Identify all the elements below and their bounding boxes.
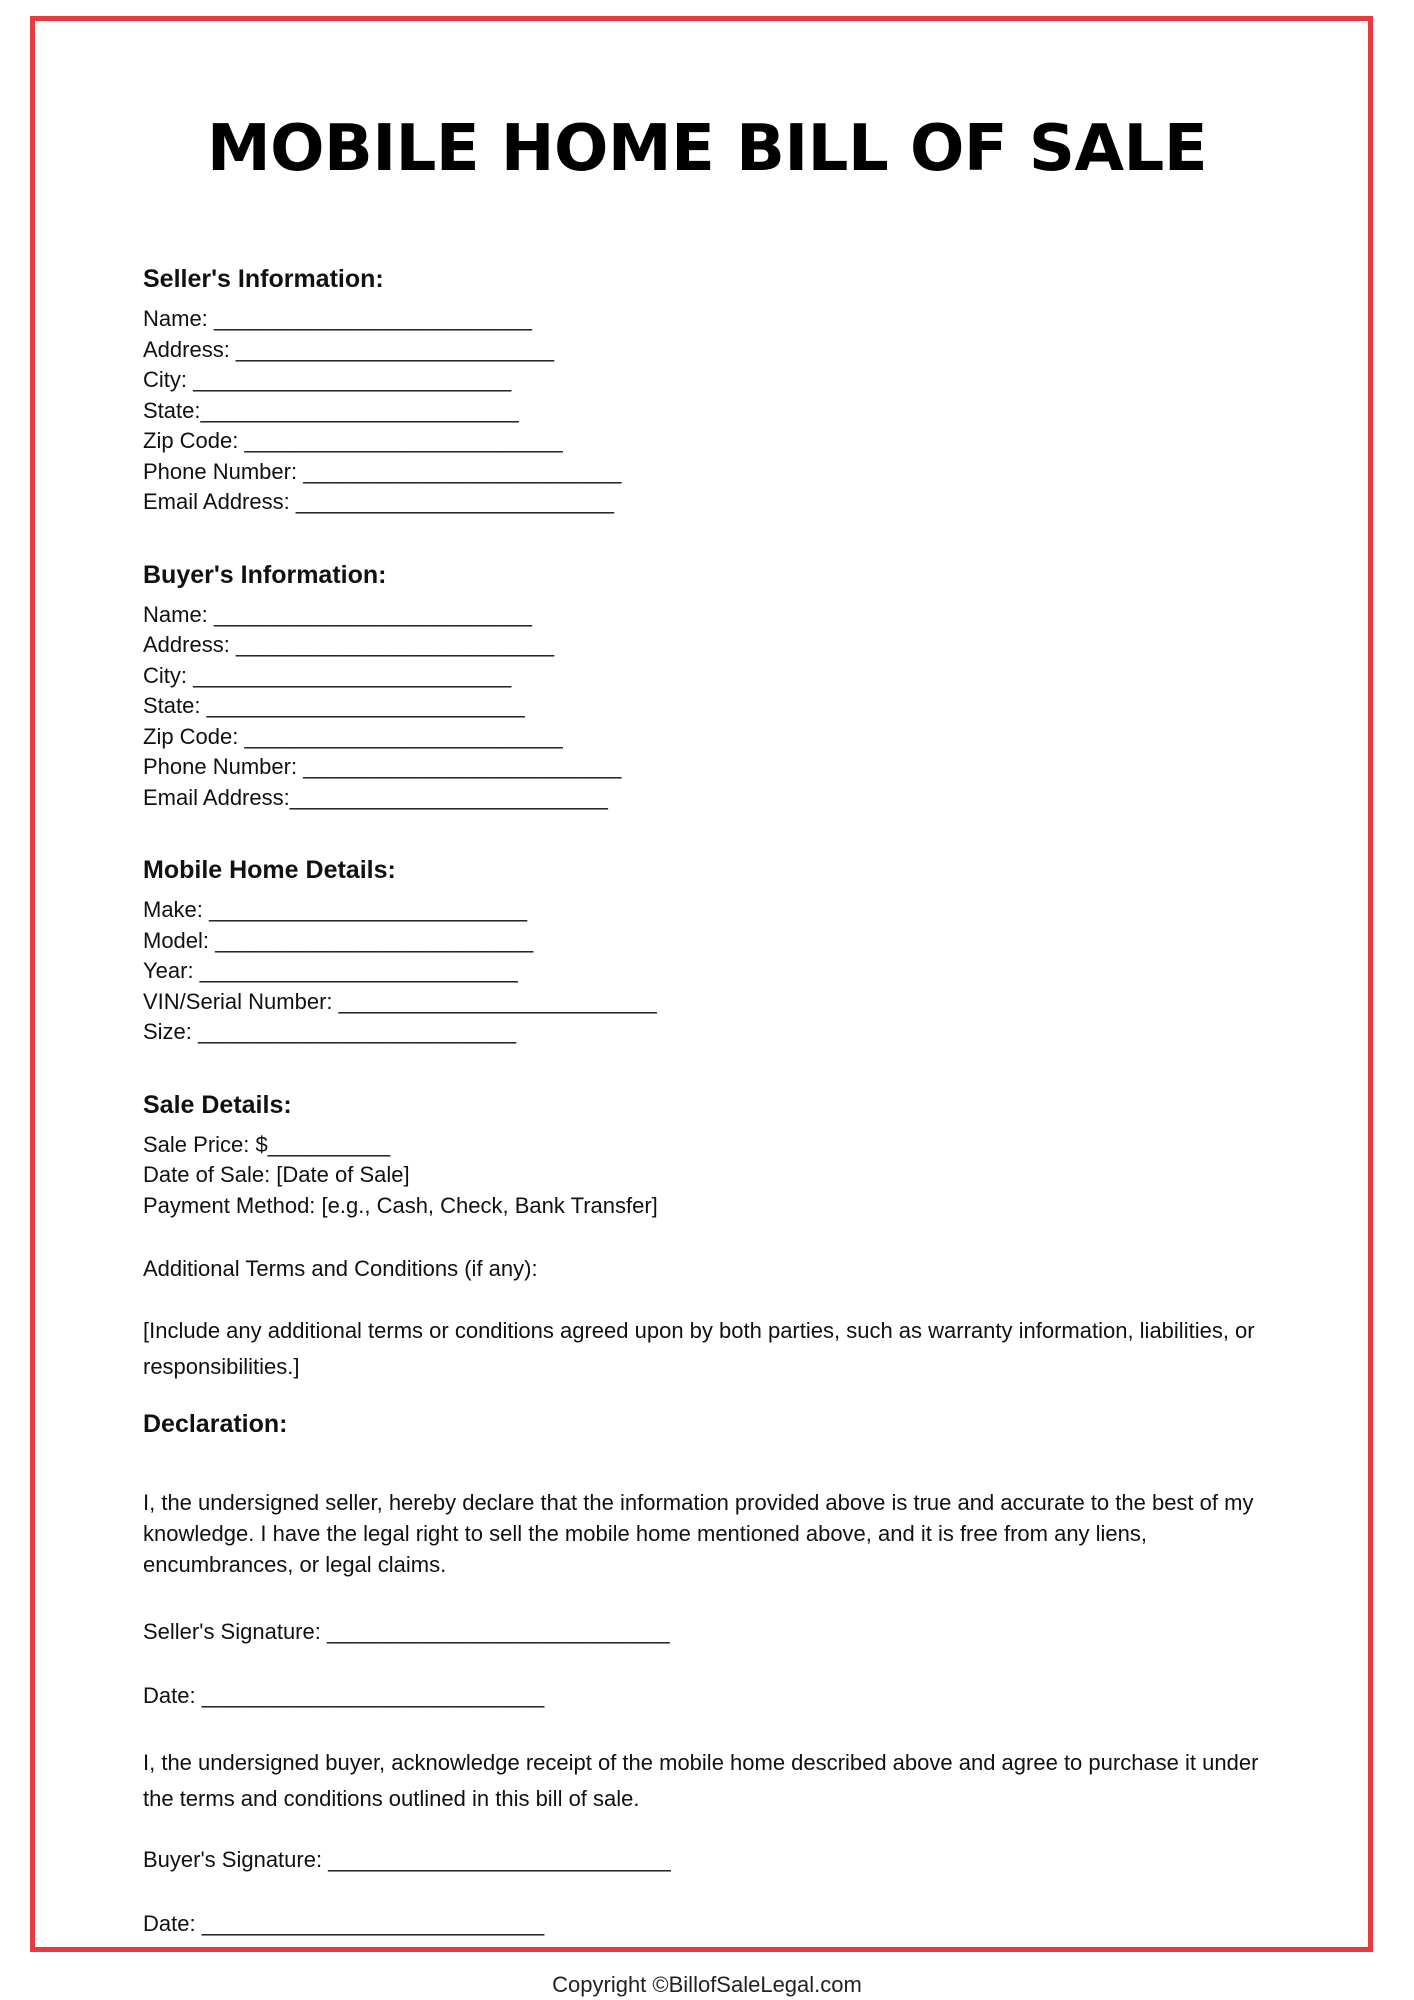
seller-address-field: Address: __________________________ xyxy=(143,336,555,362)
buyer-city-field: City: __________________________ xyxy=(143,662,512,688)
declaration-heading: Declaration: xyxy=(143,1410,288,1438)
buyer-zip-field: Zip Code: __________________________ xyxy=(143,723,563,749)
buyer-address-field: Address: __________________________ xyxy=(143,632,555,657)
home-details-section xyxy=(143,853,1293,1048)
seller-phone-field: Phone Number: __________________________ xyxy=(143,458,622,484)
payment-method-field: Payment Method: [e.g., Cash, Check, Bank Transfer] xyxy=(143,1192,658,1218)
home-model-field: Model: __________________________ xyxy=(143,927,534,953)
seller-date-line: Date: ____________________________ xyxy=(143,1683,545,1708)
document-body xyxy=(143,262,1293,1939)
seller-name-field: Name: __________________________ xyxy=(143,306,533,331)
seller-section xyxy=(143,262,1293,518)
home-size-field: Size: __________________________ xyxy=(143,1019,517,1044)
seller-declaration-text: I, the undersigned seller, hereby declare that the information provided above is true and accurate to the best of my knowledge. I have the legal right to sell the mobile home mentioned above, and it is free from any liens, encumbrances, or legal claims. xyxy=(143,1490,1254,1577)
buyer-phone-field: Phone Number: __________________________ xyxy=(143,754,622,779)
seller-email-field: Email Address: __________________________ xyxy=(143,489,614,514)
sale-details-section xyxy=(143,1088,1293,1222)
buyer-heading: Buyer's Information: xyxy=(143,560,387,589)
seller-city-field: City: __________________________ xyxy=(143,367,512,392)
sale-price-field: Sale Price: $__________ xyxy=(143,1131,391,1157)
sale-details-heading: Sale Details: xyxy=(143,1090,292,1119)
buyer-date-line: Date: ____________________________ xyxy=(143,1911,545,1936)
home-vin-field: VIN/Serial Number: __________________________ xyxy=(143,988,657,1014)
seller-heading: Seller's Information: xyxy=(143,265,384,293)
seller-zip-field: Zip Code: __________________________ xyxy=(143,428,563,453)
home-year-field: Year: __________________________ xyxy=(143,958,518,983)
home-make-field: Make: __________________________ xyxy=(143,897,528,922)
document-title: MOBILE HOME BILL OF SALE xyxy=(206,112,1208,186)
home-details-heading: Mobile Home Details: xyxy=(143,856,396,884)
buyer-name-field: Name: __________________________ xyxy=(143,601,533,627)
buyer-state-field: State: __________________________ xyxy=(143,693,525,718)
buyer-email-field: Email Address:__________________________ xyxy=(143,784,608,810)
seller-state-field: State:__________________________ xyxy=(143,397,519,423)
sale-date-field: Date of Sale: [Date of Sale] xyxy=(143,1162,410,1187)
buyer-signature-line: Buyer's Signature: ____________________________ xyxy=(143,1847,671,1872)
buyer-declaration-text: I, the undersigned buyer, acknowledge receipt of the mobile home described above and agree to purchase it under the terms and conditions outlined in this bill of sale. xyxy=(143,1750,1259,1811)
copyright-footer: Copyright ©BillofSaleLegal.com xyxy=(552,1972,862,1997)
buyer-section xyxy=(143,558,1293,814)
terms-label: Additional Terms and Conditions (if any): xyxy=(143,1256,538,1281)
terms-text: [Include any additional terms or conditions agreed upon by both parties, such as warranty information, liabilities, or responsibilities.] xyxy=(143,1318,1255,1379)
seller-signature-line: Seller's Signature: ____________________________ xyxy=(143,1619,670,1644)
